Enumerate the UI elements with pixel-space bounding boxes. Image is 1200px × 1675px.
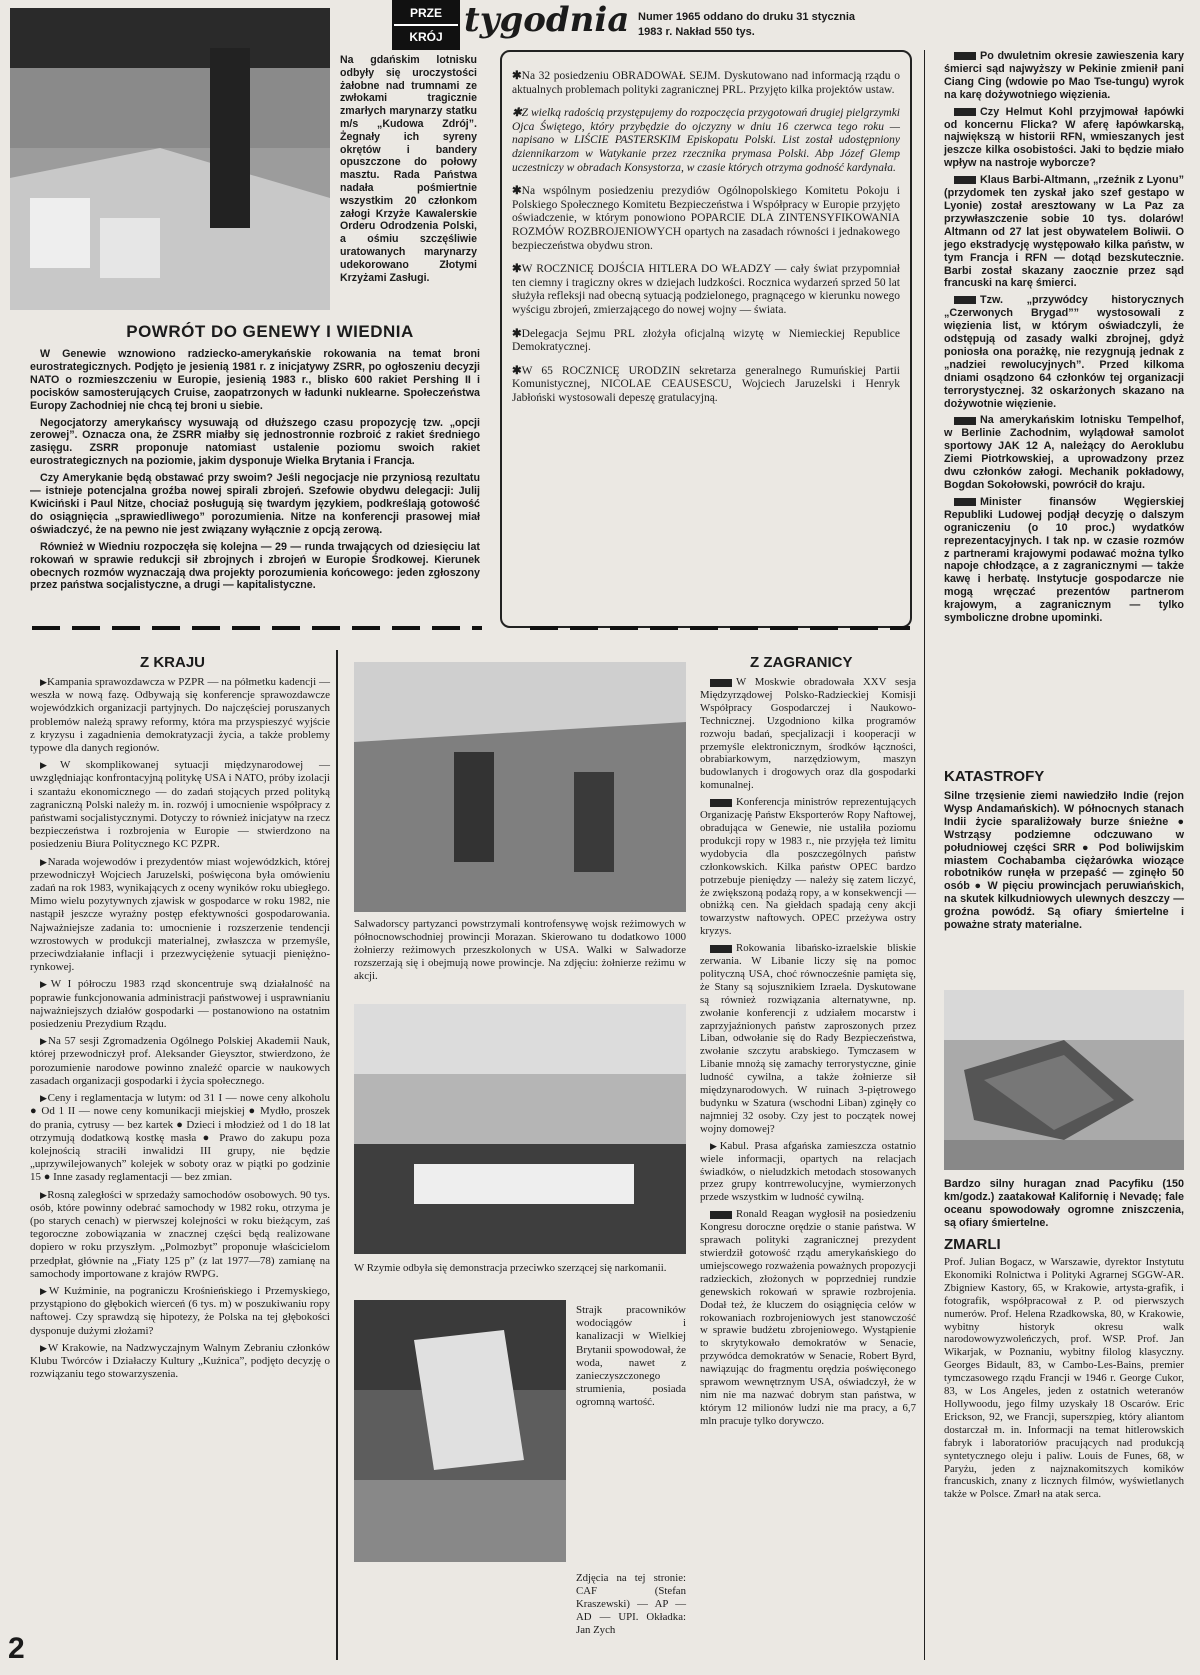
rzym-photo — [354, 1004, 686, 1254]
right-item-brygady: Tzw. „przywódcy historycznych „Czerwonych Brygad”” wystosowali z więzienia list, w którym oświadczyli, że odstępują od zasady walki zbrojnej, gdyż poniosła ona porażkę, nie rezygnują jednak z „nadziei rewolucyjnych”. Przed kilkoma dniami osądzono 64 członków tej organizacji terrorystycznej. 32 oskarżonych skazano na dożywotnie więzienie. — [944, 294, 1184, 410]
box-content — [512, 70, 900, 415]
right-item-barbi: Klaus Barbi-Altmann, „rzeźnik z Lyonu” (przydomek ten zyskał jako szef gestapo w Lyonie) został aresztowany w La Paz za przywłaszczenie sobie 10 tys. dolarów! Altmann od 27 lat jest obywatelem Boliwii. O jego ekstradycję występowało kilka państw, w tym Francja i RFN — dotąd bezskutecznie. Barbi został skazany zaocznie przez sąd francuski na karę śmierci. — [944, 174, 1184, 290]
genewa-title: POWRÓT DO GENEWY I WIEDNIA — [126, 322, 414, 341]
right-column — [944, 50, 1184, 629]
logo-top: PRZE — [394, 2, 458, 26]
zkraju-p1: ▶ Kampania sprawozdawcza w PZPR — na półmetku kadencji — weszła w nową fazę. Odbywają się konferencje sprawozdawcze wojewódzkich organizacji partyjnych. Do najczęściej poruszanych problemów należą sprawy reformy, która ma przyspieszyć wyjście z kryzysu i zagadnienia demokratyzacji życia, a także problemy typowe dla danych regionów. — [30, 676, 330, 755]
zkraju-p5: ▶ Na 57 sesji Zgromadzenia Ogólnego Polskiej Akademii Nauk, której przewodniczył prof. Aleksander Gieysztor, stwierdzono, że porozumienie narodowe powinno znaleźć oparcie w naukowych zasadach organizacji gospodarki i życia społecznego. — [30, 1035, 330, 1088]
zkraju-p7: ▶ Rosną zaległości w sprzedaży samochodów osobowych. 90 tys. osób, które powinny odebrać samochody w 1982 roku, otrzyma je (po starych cenach) w pierwszej kolejności w roku bieżącym, zaś tegoroczne zobowiązania w znacznej części będą realizowane dopiero w roku przyszłym. „Polmozbyt” proponuje właścicielom przedpłat, głównie na „Fiaty 125 p” (z lat 1977—78) zamianę na samochody importowane z krajów RWPG. — [30, 1189, 330, 1281]
page-number: 2 — [8, 1632, 25, 1665]
zkraju-title: Z KRAJU — [140, 654, 206, 671]
zzagranicy-p4: ▶ Kabul. Prasa afgańska zamieszcza ostatnio wiele informacji, opartych na relacjach świadków, o nieludzkich metodach stosowanych przez grupy kontrrewolucyjne, wymierzonych przede wszystkim w ludność cywilną. — [700, 1140, 916, 1205]
masthead-script: tygodnia — [464, 0, 630, 40]
box-item-rozbrojenie: ✱ Na wspólnym posiedzeniu prezydiów Ogólnopolskiego Komitetu Pokoju i Polskiego Społecznego Komitetu Bezpieczeństwa i Współpracy w Europie przyjęto oświadczenie, w którym ponowiono POPARCIE DLA ZINTENSYFIKOWANIA ROZMÓW ROZBROJENIOWYCH opartych na zasadach równości i jednakowego bezpieczeństwa obydwu stron. — [512, 185, 900, 253]
zzagranicy-body — [700, 676, 916, 1432]
zmarli-title: ZMARLI — [944, 1236, 1001, 1253]
rzym-caption: W Rzymie odbyła się demonstracja przeciwko szerzącej się narkomanii. — [354, 1262, 667, 1274]
zkraju-p3: ▶ Narada wojewodów i prezydentów miast wojewódzkich, której przewodniczył Wojciech Jaruzelski, poświęcona była omówieniu zadań na rok 1983, wynikających z oceny wyników roku ubiegłego. Mimo wielu pozytywnych zjawisk w gospodarce w roku 1982, nie nastąpił jeszcze wyraźny postęp efektywności gospodarowania. Najważniejsze zadania to: umocnienie i rozszerzenie tendencji wzrostowych w produkcji materialnej, zwłaszcza w przemyśle, przeciwdziałanie inflacji i przezwyciężenie sytuacji pieniężno-rynkowej. — [30, 856, 330, 975]
zzagranicy-p3: Rokowania libańsko-izraelskie bliskie zerwania. W Libanie liczy się na pomoc polityczną USA, choć równocześnie pamięta się, że Stany są sojusznikiem Izraela. Dyskutowane są również rozwiązania alternatywne, np. zwołanie konferencji z udziałem mocarstw i zaprzyjaźnionych państw zaproszonych przez Liban, odwołanie się do Rady Bezpieczeństwa, zwołanie szczytu arabskiego. Tymczasem w Libanie mnożą się zamachy terrorystyczne, ginie ludność cywilna, a także żołnierze sił międzynarodowych. W ruinach 3-piętrowego budynku w Szatura (wschodni Liban) zginęły co najmniej 32 osoby. Czy jest to początek nowej wojny domowej? — [700, 942, 916, 1135]
salwador-photo — [354, 662, 686, 912]
issue-line: Numer 1965 oddano do druku 31 stycznia 1983 r. Nakład 550 tys. — [638, 11, 856, 38]
gdansk-text: Na gdańskim lotnisku odbyły się uroczystości żałobne nad trumnami ze zwłokami tragicznie zmarłych marynarzy statku m/s „Kudowa Zdrój”. Żegnały ich syreny okrętów i bandery opuszczone do połowy masztu. Rada Państwa nadała pośmiertnie wszystkim 20 członkom załogi Krzyże Kawalerskie Orderu Odrodzenia Polski, a ośmiu szczęśliwie uratowanych marynarzy udekorowano Złotymi Krzyżami Zasługi. — [340, 54, 477, 284]
katastrofy-title: KATASTROFY — [944, 768, 1045, 785]
katastrofy-caption: Bardzo silny huragan znad Pacyfiku (150 km/godz.) zaatakował Kalifornię i Nevadę; fale oceanu spowodowały ogromne zniszczenia, są ofiary śmiertelne. — [944, 1178, 1184, 1229]
rule-right — [924, 50, 925, 1660]
gdansk-ceremony-photo — [10, 8, 330, 310]
genewa-p1: W Genewie wznowiono radziecko-amerykańskie rokowania na temat broni eurostrategicznych. Podjęto je jesienią 1981 r. z inicjatywy ZSRR, po ogłoszeniu decyzji NATO o rozmieszczeniu w Europie, jesienią 1983 r., blisko 600 rakiet Pershing II i pocisków samosterujących Cruise, zaopatrzonych w ładunki nuklearne. Społeczeństwa Europy Zachodniej nie chcą tej broni u siebie. — [30, 348, 480, 412]
box-item-ceausescu: ✱ W 65 ROCZNICĘ URODZIN sekretarza generalnego Rumuńskiej Partii Komunistycznej, NICOLAE CEAUSESCU, Wojciech Jaruzelski i Henryk Jabłoński wystosowali depeszę gratulacyjną. — [512, 365, 900, 406]
zkraju-p6: ▶ Ceny i reglamentacja w lutym: od 31 I — nowe ceny alkoholu ● Od 1 II — nowe ceny komunikacji miejskiej ● Mydło, proszek do prania, cytrusy — bez kartek ● Dzieci i młodzież od 1 do 18 lat otrzymują dodatkową kostkę masła ● Prawo do zakupu poza kolejnością straciłi inwalidzi III grupy, nie będzie „uprzywilejowanych” kolejek w soboty oraz w piątki po godzinie 15 ● Inne zasady reglamentacji — bez zmian. — [30, 1092, 330, 1184]
genewa-p2: Negocjatorzy amerykańscy wysuwają od dłuższego czasu propozycję tzw. „opcji zerowej”. Oznacza ona, że ZSRR miałby się jednostronnie rozbroić z rakiet średniego zasięgu. ZSRR proponuje natomiast ustalenie poziomu swoich rakiet eurostrategicznych na poziomie, jakim dysponuje Wielka Brytania i Francja. — [30, 416, 480, 468]
box-item-sejm: ✱ Na 32 posiedzeniu OBRADOWAŁ SEJM. Dyskutowano nad informacją rządu o aktualnych problemach polityki zagranicznej PRL. Przyjęto kilka projektów ustaw. — [512, 70, 900, 97]
genewa-body — [30, 348, 480, 596]
salwador-caption: Salwadorscy partyzanci powstrzymali kontrofensywę wojsk reżimowych w północnowschodniej prowincji Morazan. Skierowano tu dodatkowo 1000 żołnierzy reżimowych przeszkolonych w USA. Walki w Salwadorze rozszerzają się i obejmują nowe prowincje. Na zdjęciu: żołnierze reżimu w akcji. — [354, 918, 686, 982]
right-item-wegry: Minister finansów Węgierskiej Republiki Ludowej podjął decyzję o dalszym ograniczeniu (o 10 proc.) wydatków reprezentacyjnych. I tak np. w czasie rozmów z partnerami krajowymi podawać można tylko napoje chłodzące, a z zagranicznymi — także kawę i herbatę. Instytucje gospodarcze nie mogą wręczać prezentów partnerom krajowym, a zagranicznym — tylko symboliczne drobne upominki. — [944, 495, 1184, 625]
right-item-tempelhof: Na amerykańskim lotnisku Tempelhof, w Berlinie Zachodnim, wylądował samolot sportowy JAK 12 A, należący do Aeroklubu Ziemi Piotrkowskiej, a uprowadzony przez dwu członków załogi. Mechanik pokładowy, Bogdan Sokołowski, powrócił do kraju. — [944, 414, 1184, 491]
dash-separator-right — [530, 626, 910, 630]
zzagranicy-p2: Konferencja ministrów reprezentujących Organizację Państw Eksporterów Ropy Naftowej, obradująca w Genewie, nie ustaliła poziomu produkcji ropy w 1983 r., nie przyjęła też limitu wydobycia dla poszczególnych państw członkowskich. Kilka państw OPEC bardzo potrzebuje pieniędzy — należy się zatem liczyć, że zwiększoną podażą ropy, a w konsekwencji — obniżką cen. Na giełdach spadają ceny akcji towarzystw naftowych. OPEC przeżywa ostry kryzys. — [700, 796, 916, 938]
katastrofy-text: Silne trzęsienie ziemi nawiedziło Indie (rejon Wysp Andamańskich). W północnych stanach Indii życie sparaliżowały burze śnieżne ● Wstrząsy podziemne odczuwano w południowej części SRR ● Pod boliwijskim miastem Cochabamba ciężarówka wiozące robotników runęła w przepaść — zginęło 50 osób ● W pięciu prowincjach peruwiańskich, na skutek kilkudniowych ulewnych deszczy — groźna powódź. Są ofiary śmiertelne i poważne straty materialne. — [944, 790, 1184, 932]
box-item-pielgrzymka: ✱ Z wielką radością przystępujemy do rozpoczęcia przygotowań drugiej pielgrzymki Ojca Świętego, który przybędzie do ojczyzny w dniu 16 czerwca tego roku — napisano w LIŚCIE PASTERSKIM Episkopatu Polski. List został udostępniony dziennikarzom w Watykanie przez rzecznika prymasa Polski. Abp Józef Glemp uczestniczy w obradach Konsystorza, w czasie których otrzyma godność kardynała. — [512, 107, 900, 175]
zkraju-p2: ▶ W skomplikowanej sytuacji międzynarodowej — uwzględniając konfrontacyjną politykę USA i NATO, próby izolacji i szantażu ekonomicznego — do zadań stojących przed polityką zagraniczną Polski należy m. in. rozwój i umocnienie współpracy z państwami socjalistycznymi. Dotyczy to również inicjatyw na rzecz bezpieczeństwa i rozbrojenia w Europie — stwierdzono na posiedzeniu Biura Politycznego KC PZPR. — [30, 759, 330, 851]
zzagranicy-p5: Ronald Reagan wygłosił na posiedzeniu Kongresu doroczne orędzie o stanie państwa. W sprawach polityki zagranicznej prezydent stwierdził gotowość rządu amerykańskiego do umiejscowego rozważenia poważnych propozycji radzieckich, złożonych w poprzedniej rundzie genewskich rokowań w sprawie rozbrojenia. Dodał też, że kluczem do osiągnięcia celów w rokowaniach rozbrojeniowych jest stanowczość w sprawie budżetu zbrojeniowego. Wystąpienie to skrytykowało demokratów w Senacie, przywódca demokratów w Senacie, Robert Byrd, nawiązując do fragmentu orędzia poświęconego sprawom wewnętrznym USA, oświadczył, że w nim nie ma nazwać dobrym stan państwa, w którym 12 milionów ludzi nie ma pracy, a 6,7 mln pracuje tylko dorywczo. — [700, 1208, 916, 1427]
zkraju-p4: ▶ W I półroczu 1983 rząd skoncentruje swą działalność na poprawie funkcjonowania administracji państwowej i usprawnianiu najważniejszych działów gospodarki — postanowiono na ostatnim posiedzeniu Prezydium Rządu. — [30, 978, 330, 1031]
genewa-p4: Również w Wiedniu rozpoczęła się kolejna — 29 — runda trwających od dziesięciu lat rokowań w sprawie redukcji sił zbrojnych i zbrojeń w Europie Środkowej. Kierunek obecnych rozmów wyznaczają dwa projekty porozumienia końcowego: jeden zgłoszony przez państwa socjalistyczne, a drugi — kapitalistyczne. — [30, 540, 480, 592]
zkraju-p9: ▶ W Krakowie, na Nadzwyczajnym Walnym Zebraniu członków Klubu Twórców i Działaczy Kultury „Kuźnica”, podjęto decyzję o rozwiązaniu tego stowarzyszenia. — [30, 1342, 330, 1382]
logo-bottom: KRÓJ — [409, 30, 443, 44]
genewa-p3: Czy Amerykanie będą obstawać przy swoim? Jeśli negocjacje nie przyniosą rezultatu — istnieje potencjalna groźba nowej spirali zbrojeń. Szefowie obydwu delegacji: Julij Kwiciński i Paul Nitze, chociaż posługują się twardym językiem, podkreślają gotowość do osiągnięcia „sprawiedliwego” porozumienia. Nitze na konferencji prasowej miał oświadczyć, że na pewno nie jest związany wyłącznie z opcją zerową. — [30, 472, 480, 536]
rule-left — [336, 650, 338, 1660]
hurricane-photo — [944, 990, 1184, 1170]
zkraju-body — [30, 676, 330, 1385]
right-item-kohl: Czy Helmut Kohl przyjmował łapówki od koncernu Flicka? W aferę łapówkarską, największą w historii RFN, wmieszanych jest jeszcze kilka osobistości. Jaki to będzie miało wpływ na nastroje wyborcze? — [944, 105, 1184, 170]
box-item-hitler: ✱ W ROCZNICĘ DOJŚCIA HITLERA DO WŁADZY — cały świat przypomniał ten ciemny i tragiczny okres w dziejach ludzkości. Rocznica wydarzeń sprzed 50 lat służyła refleksji nad obecną sytuacją podzielonego, pragnącego w kierunku nowego wyścigu zbrojeń, zmierzającego do nowej wojny — świata. — [512, 263, 900, 317]
zzagranicy-p1: W Moskwie obradowała XXV sesja Międzyrządowej Polsko-Radzieckiej Komisji Współpracy Gospodarczej i Naukowo-Technicznej. Uzgodniono kilka programów rozwoju badań, specjalizacji i kooperacji w przemyśle elektronicznym, środków łączności, obrabiarkowym, narzędziowym, maszyn budowlanych i drogowych oraz dla gospodarki komunalnej. — [700, 676, 916, 792]
zmarli-text: Prof. Julian Bogacz, w Warszawie, dyrektor Instytutu Ekonomiki Rolnictwa i Polityki Agrarnej SGGW-AR. Zbigniew Kastory, 65, w Krakowie, artysta-grafik, i fotografik, współpracował z P. od pierwszych numerów. Prof. Helena Rzadkowska, 80, w Krakowie, wybitny historyk okresu walk narodowowyzwoleńczych, prof. WSP. Prof. Jan Wikarjak, w Poznaniu, wybitny filolog klasyczny. Georges Bidault, 83, w Cambo-Les-Bains, premier tymczasowego rządu Francji w 1946 r. George Cukor, 83, w Los Angeles, jeden z ostatnich weteranów Hollywoodu, jego filmy uzyskały 18 Oscarów. Eric Erickson, 92, we Francji, superszpieg, który aliantom dostarczał m. in. Informacji na temat hitlerowskich fabryk i laboratoriów pracujących nad produkcją syntetycznego oleju i paliw. Louis de Funes, 68, w Paryżu, jeden z najznakomitszych komików francuskich, znany z licznych filmów, wyświetlanych także w Polsce. Zmarł na atak serca. — [944, 1256, 1184, 1501]
photo-credits: Zdjęcia na tej stronie: CAF (Stefan Kraszewski) — AP — AD — UPI. Okładka: Jan Zych — [576, 1572, 686, 1636]
strajk-photo — [354, 1300, 566, 1562]
masthead-logo — [392, 0, 460, 50]
dash-separator-left — [32, 626, 482, 630]
zzagranicy-title: Z ZAGRANICY — [750, 654, 853, 671]
box-item-delegacja: ✱ Delegacja Sejmu PRL złożyła oficjalną wizytę w Niemieckiej Republice Demokratycznej. — [512, 328, 900, 355]
zkraju-p8: ▶ W Kuźminie, na pograniczu Krośnieńskiego i Przemyskiego, przystąpiono do głębokich wierceń (6 tys. m) w poszukiwaniu ropy naftowej. Czy sprawdzą się hipotezy, że Polska na tej głębokości dysponuje dużymi złożami? — [30, 1285, 330, 1338]
right-item-pekin: Po dwuletnim okresie zawieszenia kary śmierci sąd najwyższy w Pekinie zmienił pani Ciang Cing (wdowie po Mao Tse-tungu) wyrok na karę dożywotniego więzienia. — [944, 50, 1184, 101]
strajk-caption: Strajk pracowników wodociągów i kanalizacji w Wielkiej Brytanii spowodował, że woda, nawet z zanieczyszczonego strumienia, posiada ogromną wartość. — [576, 1304, 686, 1409]
